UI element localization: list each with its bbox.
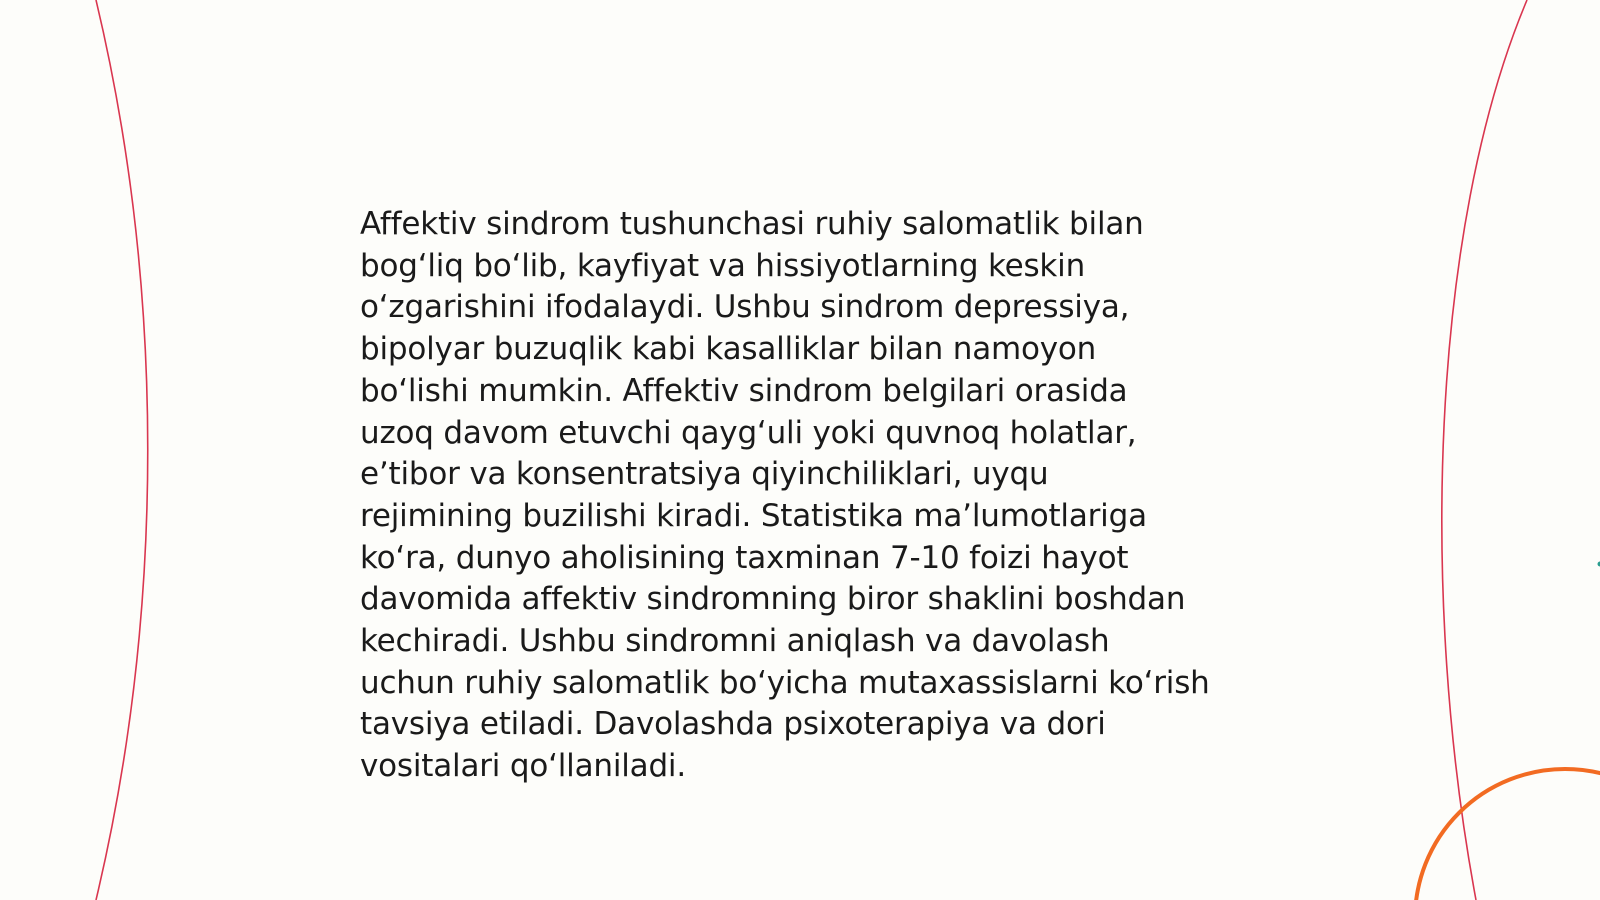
right-arc-line [1442,0,1527,900]
left-arc-line [96,0,148,900]
corner-circle-outline [1415,769,1600,900]
body-paragraph: Affektiv sindrom tushunchasi ruhiy salomatlik bilan bog‘liq bo‘lib, kayfiyat va hissiyotlarning keskin o‘zgarishini ifodalaydi. Ushbu sindrom depressiya, bipolyar buzuqlik kabi kasalliklar bilan namoyon bo‘lishi mumkin. Affektiv sindrom belgilari orasida uzoq davom etuvchi qayg‘uli yoki quvnoq holatlar, e’tibor va konsentratsiya qiyinchiliklari, uyqu rejimining buzilishi kiradi. Statistika ma’lumotlariga ko‘ra, dunyo aholisining taxminan 7-10 foizi hayot davomida affektiv sindromning biror shaklini boshdan kechiradi. Ushbu sindromni aniqlash va davolash uchun ruhiy salomatlik bo‘yicha mutaxassislarni ko‘rish tavsiya etiladi. Davolashda psixoterapiya va dori vositalari qo‘llaniladi. [360,206,1210,785]
